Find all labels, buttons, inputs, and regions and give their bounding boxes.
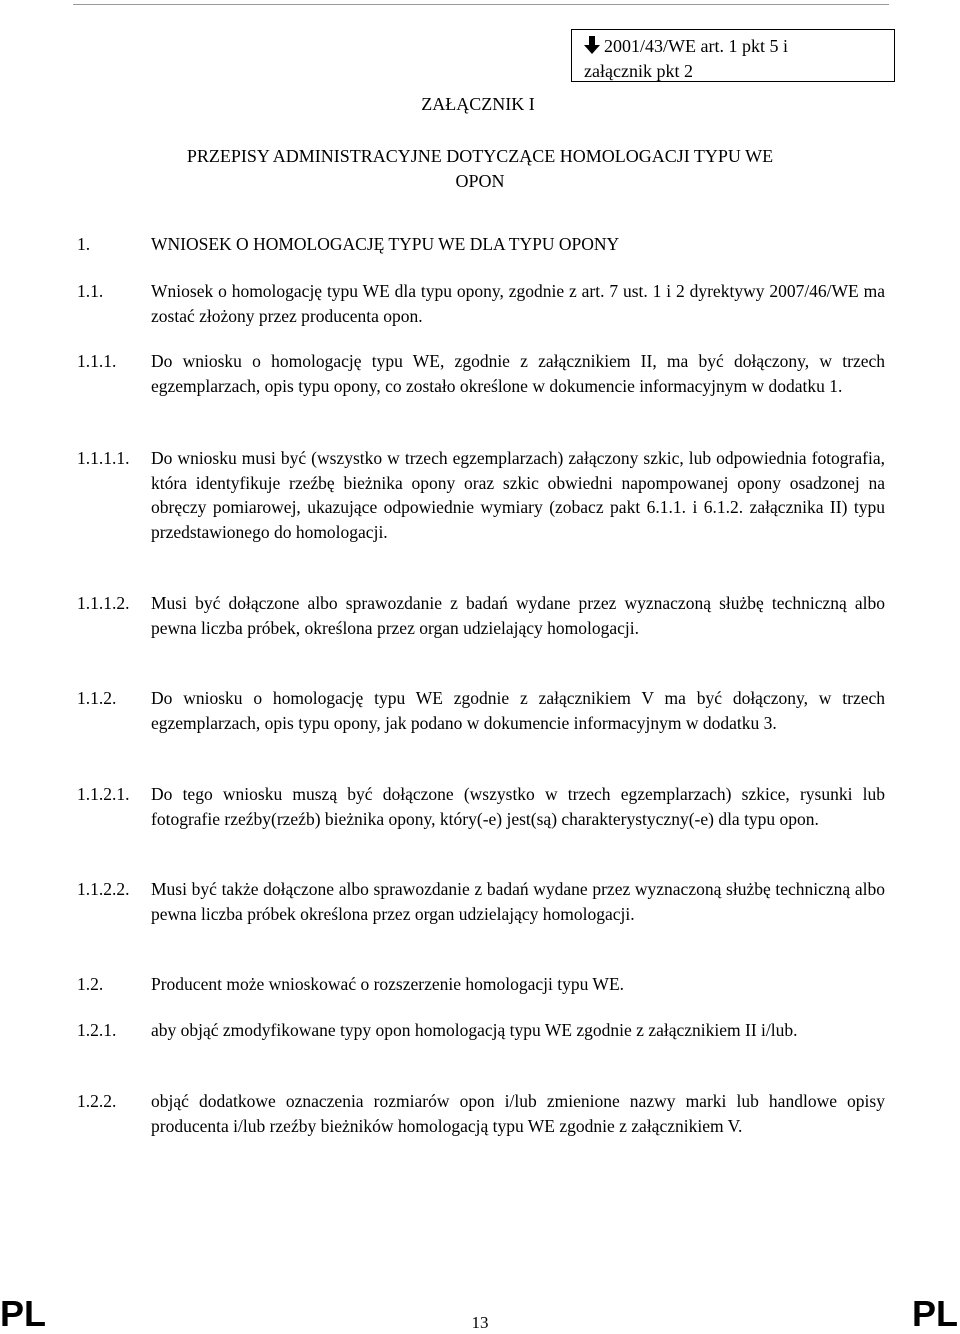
paragraph-text: aby objąć zmodyfikowane typy opon homologacją typu WE zgodnie z załącznikiem II i/lub. xyxy=(151,1020,798,1040)
annex-title xyxy=(0,94,960,115)
paragraph-1-1-2 xyxy=(77,686,885,735)
paragraph-1-1-1 xyxy=(77,349,885,398)
paragraph-number: 1.1. xyxy=(77,281,104,301)
section-number: 1. xyxy=(77,234,91,254)
paragraph-1-1-2-1 xyxy=(77,782,885,831)
main-title xyxy=(90,144,870,193)
paragraph-number: 1.1.1.1. xyxy=(77,448,130,468)
top-rule xyxy=(73,4,889,5)
page-number: 13 xyxy=(471,1313,489,1332)
paragraph-text: Producent może wnioskować o rozszerzenie homologacji typu WE. xyxy=(151,974,625,994)
paragraph-number: 1.1.2. xyxy=(77,688,117,708)
paragraph-text: Do wniosku musi być (wszystko w trzech egzemplarzach) załączony szkic, lub odpowiednia fotografia, która identyfikuje rzeźbę bieżnika opony oraz szkic obwiedni napompowanej opony osadzonej na obręczy pomiarowej, ukazujące odpowiednie wymiary (zobacz pakt 6.1.1. i 6.1.2. załącznika II) typu przedstawionego do homologacji. xyxy=(151,448,885,542)
paragraph-number: 1.2.1. xyxy=(77,1020,117,1040)
reference-line-1 xyxy=(584,34,886,59)
paragraph-text: Do tego wniosku muszą być dołączone (wszystko w trzech egzemplarzach) szkice, rysunki lub fotografie rzeźby(rzeźb) bieżnika opony, który(-e) jest(są) charakterystyczny(-e) dla typu opon. xyxy=(151,784,885,829)
section-1 xyxy=(77,232,885,257)
paragraph-1-1-1-2 xyxy=(77,591,885,640)
main-title-line-2: OPON xyxy=(455,170,505,191)
annex-title-text: ZAŁĄCZNIK I xyxy=(421,94,535,114)
paragraph-1-2 xyxy=(77,972,885,997)
paragraph-number: 1.1.1. xyxy=(77,351,117,371)
paragraph-number: 1.2.2. xyxy=(77,1091,117,1111)
paragraph-number: 1.1.2.1. xyxy=(77,784,130,804)
paragraph-1-1 xyxy=(77,279,885,328)
paragraph-text: objąć dodatkowe oznaczenia rozmiarów opon i/lub zmienione nazwy marki lub handlowe opisy producenta i/lub rzeźby bieżników homologacją typu WE zgodnie z załącznikiem V. xyxy=(151,1091,885,1136)
down-arrow-icon xyxy=(584,36,600,54)
paragraph-1-1-2-2 xyxy=(77,877,885,926)
paragraph-text: Wniosek o homologację typu WE dla typu opony, zgodnie z art. 7 ust. 1 i 2 dyrektywy 2007/46/WE ma zostać złożony przez producenta opon. xyxy=(151,281,885,326)
footer-language-right: PL xyxy=(911,1293,958,1334)
paragraph-text: Do wniosku o homologację typu WE zgodnie z załącznikiem V ma być dołączony, w trzech egzemplarzach, opis typu opony, jak podano w dokumencie informacyjnym w dodatku 3. xyxy=(151,688,885,733)
paragraph-number: 1.1.1.2. xyxy=(77,593,130,613)
reference-text-1: 2001/43/WE art. 1 pkt 5 i xyxy=(604,36,788,56)
footer-language-left: PL xyxy=(0,1293,47,1334)
section-heading: WNIOSEK O HOMOLOGACJĘ TYPU WE DLA TYPU OPONY xyxy=(151,234,620,254)
paragraph-1-1-1-1 xyxy=(77,446,885,544)
paragraph-number: 1.1.2.2. xyxy=(77,879,130,899)
paragraph-1-2-1 xyxy=(77,1018,885,1043)
reference-box xyxy=(571,29,895,82)
paragraph-text: Do wniosku o homologację typu WE, zgodnie z załącznikiem II, ma być dołączony, w trzech egzemplarzach, opis typu opony, co zostało określone w dokumencie informacyjnym w dodatku 1. xyxy=(151,351,885,396)
paragraph-text: Musi być dołączone albo sprawozdanie z badań wydane przez wyznaczoną służbę techniczną albo pewna liczba próbek, określona przez organ udzielający homologacji. xyxy=(151,593,885,638)
reference-line-2: załącznik pkt 2 xyxy=(584,61,693,81)
main-title-line-1: PRZEPISY ADMINISTRACYJNE DOTYCZĄCE HOMOLOGACJI TYPU WE xyxy=(186,146,774,166)
paragraph-number: 1.2. xyxy=(77,974,104,994)
paragraph-text: Musi być także dołączone albo sprawozdanie z badań wydane przez wyznaczoną służbę techniczną albo pewna liczba próbek określona przez organ udzielający homologacji. xyxy=(151,879,885,924)
paragraph-1-2-2 xyxy=(77,1089,885,1138)
